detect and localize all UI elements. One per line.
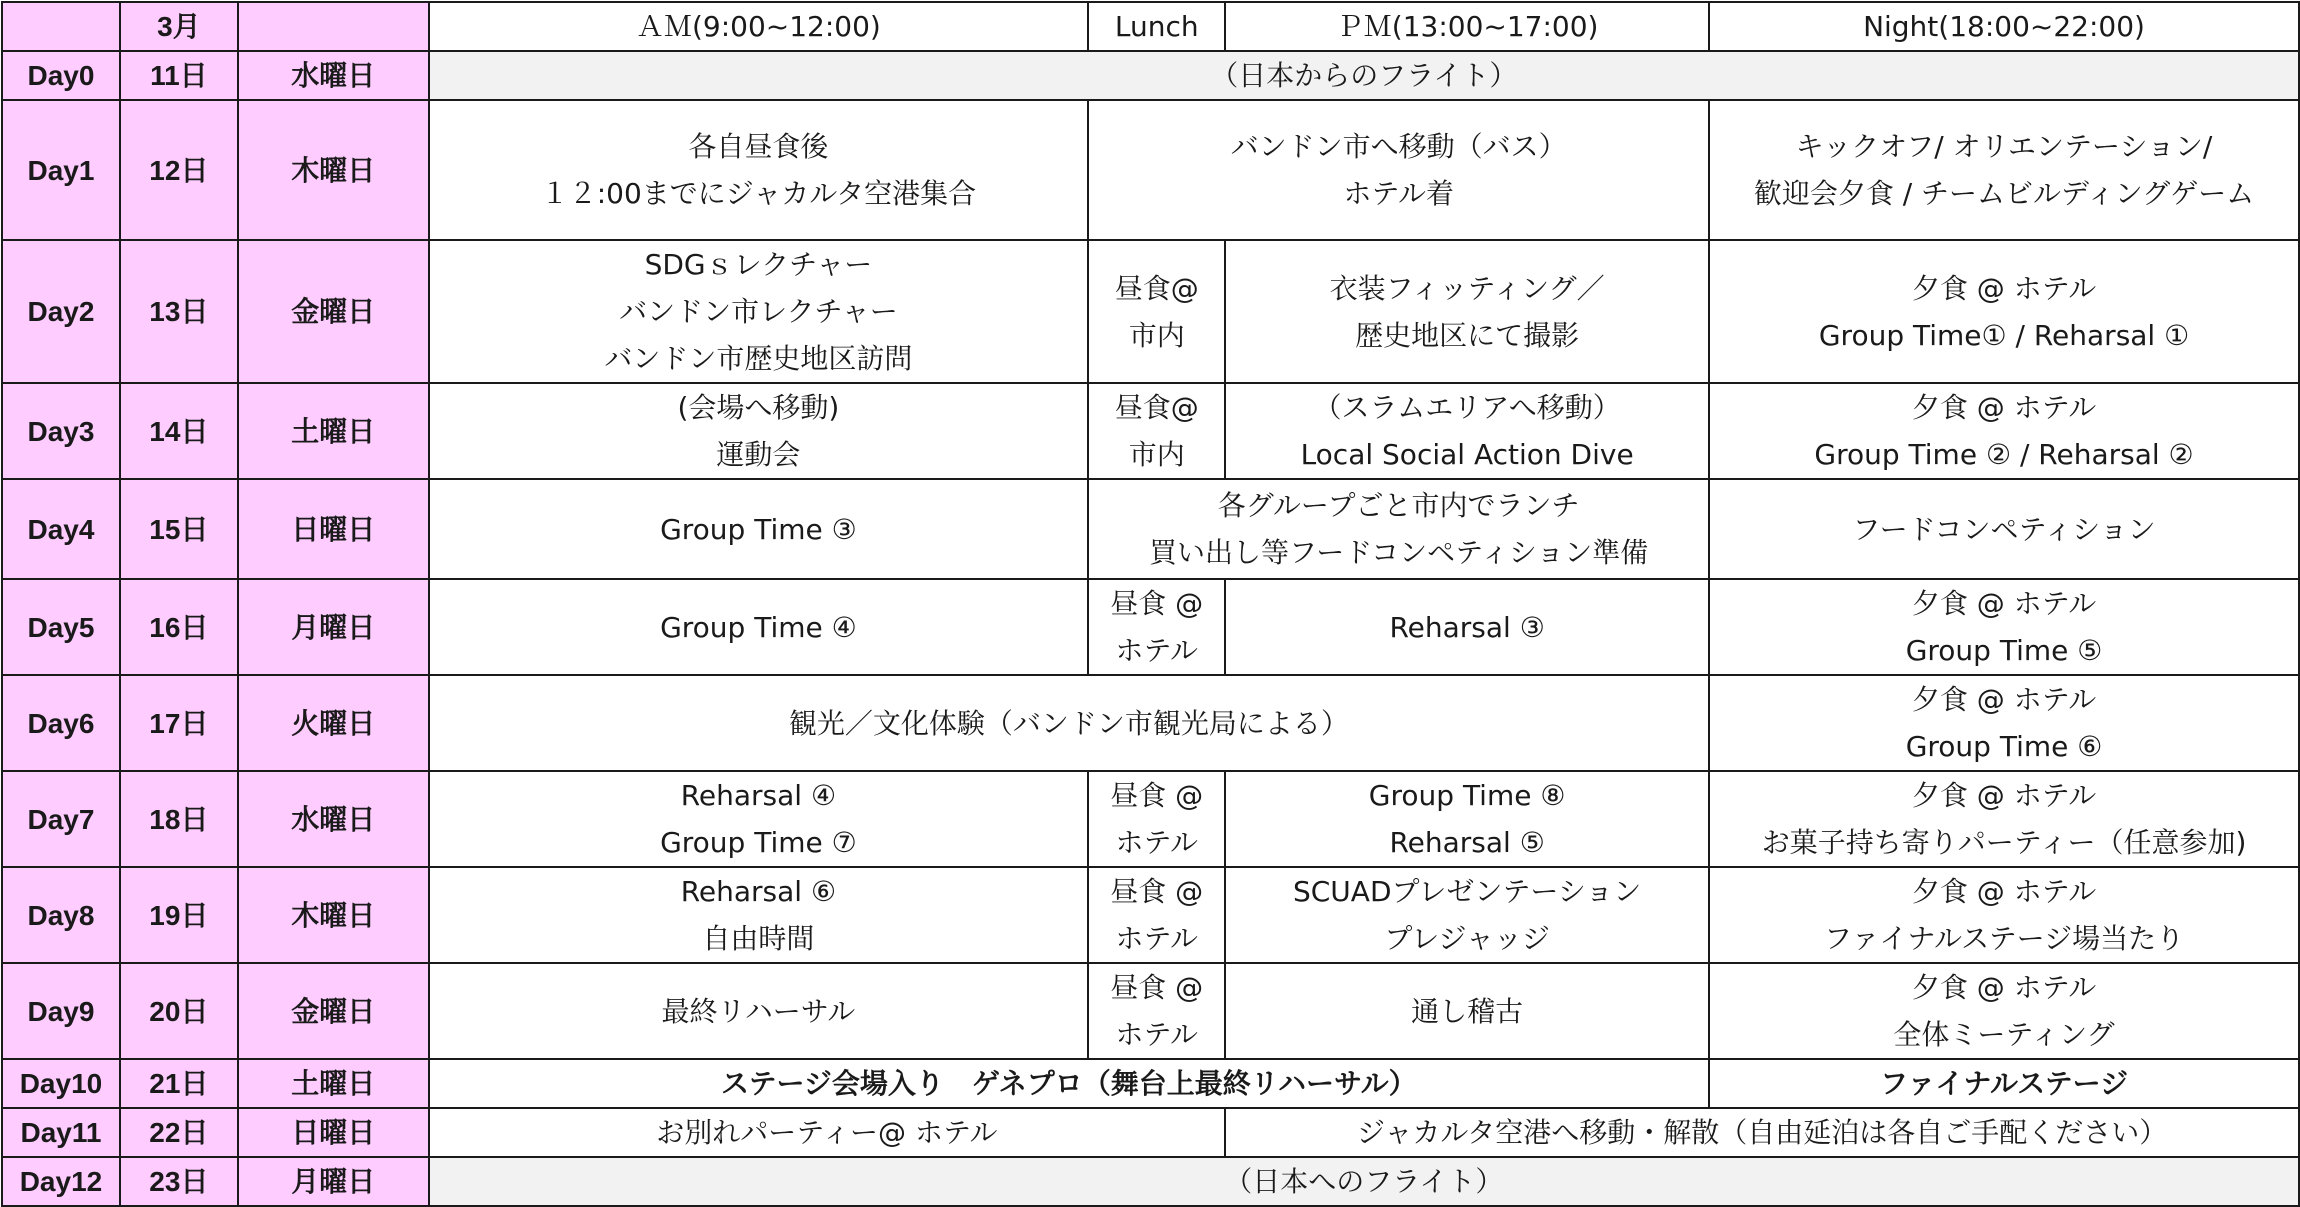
night-cell-line: 全体ミーティング bbox=[1893, 1018, 2115, 1051]
am-cell bbox=[429, 100, 1089, 240]
lunch-pm-cell bbox=[1088, 100, 1709, 240]
day-row bbox=[2, 51, 2299, 100]
am-cell bbox=[429, 867, 1089, 963]
night-cell-line: Group Time ② / Reharsal ② bbox=[1814, 438, 2194, 471]
day-label: Day8 bbox=[2, 867, 120, 963]
lunch-header: Lunch bbox=[1088, 2, 1225, 51]
pm-cell-line: Reharsal ③ bbox=[1389, 610, 1545, 644]
night-cell-line: 夕食 @ ホテル bbox=[1911, 779, 2097, 812]
date-label: 23日 bbox=[120, 1157, 238, 1206]
flight-cell-line: （日本へのフライト） bbox=[1224, 1165, 1504, 1198]
lunch-cell bbox=[1088, 579, 1225, 675]
am-cell-line: SDGｓレクチャー bbox=[644, 248, 873, 281]
pm-cell bbox=[1225, 963, 1709, 1059]
date-label: 20日 bbox=[120, 963, 238, 1059]
lunch-cell-line: 市内 bbox=[1128, 438, 1185, 471]
weekday-label: 水曜日 bbox=[238, 51, 429, 100]
day-row bbox=[2, 1157, 2299, 1206]
am-header: ＡＭ(9:00~12:00) bbox=[429, 2, 1089, 51]
am-pm-cell-line: 観光／文化体験（バンドン市観光局による） bbox=[788, 706, 1349, 740]
flight-cell bbox=[429, 1157, 2299, 1206]
pm-cell-line: （スラムエリアへ移動） bbox=[1313, 391, 1621, 424]
day-row bbox=[2, 771, 2299, 867]
day-label: Day5 bbox=[2, 579, 120, 675]
night-cell-line: ファイナルステージ場当たり bbox=[1823, 922, 2185, 955]
pm-night-cell-line: ジャカルタ空港へ移動・解散（自由延泊は各自ご手配ください） bbox=[1356, 1116, 2168, 1149]
day-row bbox=[2, 383, 2299, 479]
pm-cell-line: プレジャッジ bbox=[1384, 922, 1550, 955]
day-row bbox=[2, 240, 2299, 383]
pm-cell bbox=[1225, 240, 1709, 383]
night-cell-line: 歓迎会夕食 / チームビルディングゲーム bbox=[1753, 177, 2255, 210]
lunch-pm-cell-line: ホテル着 bbox=[1343, 177, 1454, 210]
night-cell-line: Group Time① / Reharsal ① bbox=[1818, 318, 2190, 352]
am-cell bbox=[429, 771, 1089, 867]
am-cell-line: 自由時間 bbox=[702, 922, 815, 955]
night-header: Night(18:00~22:00) bbox=[1709, 2, 2299, 51]
night-cell-line: 夕食 @ ホテル bbox=[1911, 875, 2097, 908]
night-cell-line: お菓子持ち寄りパーティー（任意参加) bbox=[1761, 826, 2247, 859]
day-label: Day0 bbox=[2, 51, 120, 100]
am-cell-line: Group Time ④ bbox=[660, 610, 857, 644]
date-label: 15日 bbox=[120, 479, 238, 579]
date-label: 19日 bbox=[120, 867, 238, 963]
night-cell bbox=[1709, 771, 2299, 867]
am-cell bbox=[429, 963, 1089, 1059]
am-cell-line: １２:00までにジャカルタ空港集合 bbox=[540, 177, 977, 210]
day-label: Day3 bbox=[2, 383, 120, 479]
lunch-pm-cell-line: 各グループごと市内でランチ bbox=[1217, 489, 1580, 522]
pm-night-cell bbox=[1225, 1108, 2299, 1157]
weekday-label: 日曜日 bbox=[238, 1108, 429, 1157]
pm-cell bbox=[1225, 771, 1709, 867]
am-lunch-cell-line: お別れパーティー@ ホテル bbox=[656, 1116, 998, 1149]
day-row bbox=[2, 963, 2299, 1059]
am-cell bbox=[429, 240, 1089, 383]
lunch-cell bbox=[1088, 963, 1225, 1059]
am-cell bbox=[429, 479, 1089, 579]
am-cell-line: Reharsal ④ bbox=[680, 779, 837, 812]
lunch-cell-line: 昼食 @ bbox=[1110, 587, 1204, 620]
am-pm-cell bbox=[429, 1059, 1709, 1108]
date-label: 21日 bbox=[120, 1059, 238, 1108]
night-cell-line: Group Time ⑥ bbox=[1905, 730, 2103, 763]
header-row bbox=[2, 2, 2299, 51]
weekday-label: 土曜日 bbox=[238, 383, 429, 479]
pm-header: ＰＭ(13:00~17:00) bbox=[1225, 2, 1709, 51]
am-cell-line: 最終リハーサル bbox=[661, 994, 856, 1028]
day-row bbox=[2, 479, 2299, 579]
day-row bbox=[2, 1108, 2299, 1157]
pm-cell-line: 歴史地区にて撮影 bbox=[1355, 318, 1580, 352]
pm-cell-line: Local Social Action Dive bbox=[1300, 438, 1634, 471]
night-cell bbox=[1709, 963, 2299, 1059]
day-row bbox=[2, 867, 2299, 963]
day-row bbox=[2, 1059, 2299, 1108]
day-label: Day7 bbox=[2, 771, 120, 867]
pm-cell-line: 衣装フィッティング／ bbox=[1329, 271, 1605, 305]
lunch-cell-line: 市内 bbox=[1128, 318, 1185, 352]
lunch-cell bbox=[1088, 771, 1225, 867]
header-blank-cell bbox=[238, 2, 429, 51]
pm-cell-line: Reharsal ⑤ bbox=[1389, 826, 1545, 859]
day-row bbox=[2, 675, 2299, 771]
day-label: Day10 bbox=[2, 1059, 120, 1108]
day-label: Day2 bbox=[2, 240, 120, 383]
am-cell bbox=[429, 579, 1089, 675]
night-cell bbox=[1709, 579, 2299, 675]
pm-cell-line: 通し稽古 bbox=[1411, 994, 1524, 1028]
flight-cell-line: （日本からのフライト） bbox=[1210, 59, 1518, 92]
am-pm-cell-line: ステージ会場入り ゲネプロ（舞台上最終リハーサル） bbox=[721, 1067, 1417, 1100]
itinerary-table bbox=[1, 1, 2300, 1207]
am-cell-line: 各自昼食後 bbox=[688, 130, 829, 163]
am-pm-cell bbox=[429, 675, 1709, 771]
am-cell-line: Group Time ⑦ bbox=[660, 826, 857, 859]
lunch-cell bbox=[1088, 867, 1225, 963]
lunch-cell-line: 昼食 @ bbox=[1110, 875, 1204, 908]
lunch-cell-line: ホテル bbox=[1115, 922, 1199, 955]
date-label: 14日 bbox=[120, 383, 238, 479]
day-label: Day6 bbox=[2, 675, 120, 771]
am-cell bbox=[429, 383, 1089, 479]
pm-cell-line: SCUADプレゼンテーション bbox=[1292, 875, 1642, 908]
month-header: 3月 bbox=[120, 2, 238, 51]
weekday-label: 金曜日 bbox=[238, 963, 429, 1059]
weekday-label: 月曜日 bbox=[238, 1157, 429, 1206]
pm-cell bbox=[1225, 579, 1709, 675]
weekday-label: 日曜日 bbox=[238, 479, 429, 579]
night-cell bbox=[1709, 675, 2299, 771]
night-cell bbox=[1709, 240, 2299, 383]
night-cell-line: 夕食 @ ホテル bbox=[1911, 683, 2097, 716]
lunch-cell-line: 昼食@ bbox=[1114, 271, 1199, 305]
date-label: 16日 bbox=[120, 579, 238, 675]
weekday-label: 木曜日 bbox=[238, 867, 429, 963]
night-cell-line: ファイナルステージ bbox=[1879, 1067, 2129, 1100]
day-row bbox=[2, 579, 2299, 675]
night-cell bbox=[1709, 383, 2299, 479]
lunch-pm-cell-line: 買い出し等フードコンペティション準備 bbox=[1149, 536, 1649, 569]
night-cell bbox=[1709, 479, 2299, 579]
day-label: Day4 bbox=[2, 479, 120, 579]
lunch-cell-line: ホテル bbox=[1115, 634, 1199, 667]
night-cell-line: Group Time ⑤ bbox=[1905, 634, 2103, 667]
weekday-label: 土曜日 bbox=[238, 1059, 429, 1108]
night-cell-line: 夕食 @ ホテル bbox=[1911, 271, 2097, 305]
am-cell-line: Reharsal ⑥ bbox=[680, 875, 837, 908]
date-label: 18日 bbox=[120, 771, 238, 867]
lunch-pm-cell bbox=[1088, 479, 1709, 579]
pm-cell-line: Group Time ⑧ bbox=[1368, 779, 1566, 812]
day-label: Day11 bbox=[2, 1108, 120, 1157]
lunch-cell bbox=[1088, 240, 1225, 383]
night-cell-line: 夕食 @ ホテル bbox=[1911, 391, 2097, 424]
date-label: 12日 bbox=[120, 100, 238, 240]
night-cell bbox=[1709, 1059, 2299, 1108]
pm-cell bbox=[1225, 867, 1709, 963]
am-cell-line: バンドン市歴史地区訪問 bbox=[604, 342, 913, 375]
am-cell-line: 運動会 bbox=[716, 438, 801, 471]
am-cell-line: バンドン市レクチャー bbox=[619, 295, 898, 328]
lunch-cell-line: ホテル bbox=[1115, 1018, 1199, 1051]
night-cell-line: 夕食 @ ホテル bbox=[1911, 971, 2097, 1004]
header-blank-cell bbox=[2, 2, 120, 51]
weekday-label: 木曜日 bbox=[238, 100, 429, 240]
lunch-cell-line: ホテル bbox=[1115, 826, 1199, 859]
flight-cell bbox=[429, 51, 2299, 100]
date-label: 11日 bbox=[120, 51, 238, 100]
lunch-pm-cell-line: バンドン市へ移動（バス） bbox=[1230, 130, 1567, 163]
weekday-label: 月曜日 bbox=[238, 579, 429, 675]
date-label: 22日 bbox=[120, 1108, 238, 1157]
lunch-cell-line: 昼食 @ bbox=[1110, 779, 1204, 812]
lunch-cell-line: 昼食 @ bbox=[1110, 971, 1204, 1004]
date-label: 17日 bbox=[120, 675, 238, 771]
night-cell bbox=[1709, 867, 2299, 963]
night-cell-line: キックオフ/ オリエンテーション/ bbox=[1795, 130, 2213, 163]
am-cell-line: Group Time ③ bbox=[660, 512, 857, 546]
weekday-label: 金曜日 bbox=[238, 240, 429, 383]
date-label: 13日 bbox=[120, 240, 238, 383]
day-row bbox=[2, 100, 2299, 240]
day-label: Day12 bbox=[2, 1157, 120, 1206]
day-label: Day1 bbox=[2, 100, 120, 240]
lunch-cell bbox=[1088, 383, 1225, 479]
weekday-label: 水曜日 bbox=[238, 771, 429, 867]
night-cell bbox=[1709, 100, 2299, 240]
weekday-label: 火曜日 bbox=[238, 675, 429, 771]
night-cell-line: 夕食 @ ホテル bbox=[1911, 587, 2097, 620]
am-lunch-cell bbox=[429, 1108, 1226, 1157]
day-label: Day9 bbox=[2, 963, 120, 1059]
pm-cell bbox=[1225, 383, 1709, 479]
am-cell-line: (会場へ移動) bbox=[677, 391, 840, 424]
night-cell-line: フードコンペティション bbox=[1852, 512, 2156, 546]
lunch-cell-line: 昼食@ bbox=[1114, 391, 1199, 424]
